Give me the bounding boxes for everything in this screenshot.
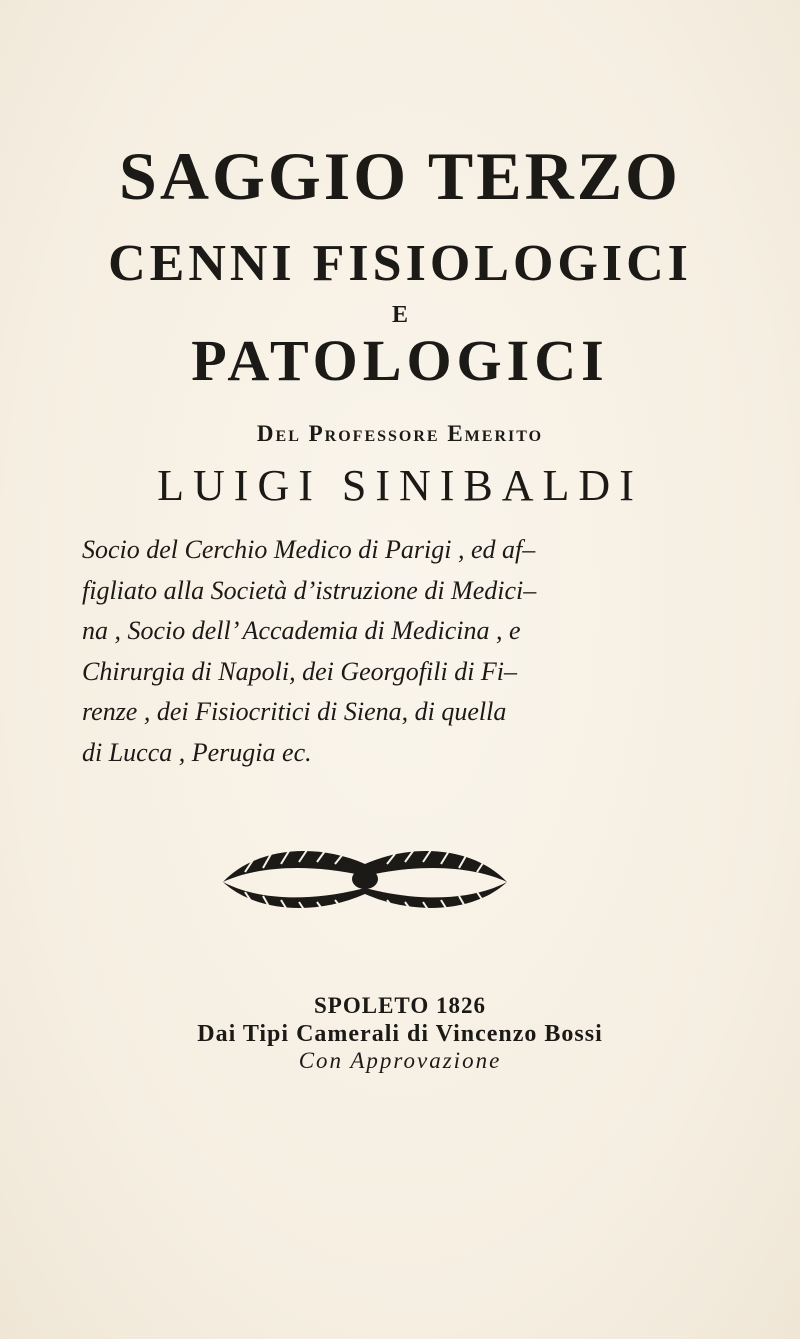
affiliation-line: na , Socio dell’ Accademia di Medicina , e — [82, 616, 521, 645]
title-line-1: SAGGIO TERZO — [119, 138, 681, 214]
title-line-3: PATOLOGICI — [191, 328, 609, 393]
author-name: LUIGI SINIBALDI — [157, 461, 643, 510]
imprint-place-year: SPOLETO 1826 — [314, 993, 486, 1018]
affiliation-line: di Lucca , Perugia ec. — [82, 737, 312, 767]
affiliation-line: Socio del Cerchio Medico di Parigi , ed af– — [82, 535, 536, 564]
affiliation-line: figliato alla Società d’istruzione di Medici– — [82, 575, 537, 605]
affiliations-paragraph — [82, 530, 707, 773]
title-line-2: CENNI FISIOLOGICI — [108, 235, 692, 292]
floral-ornament-icon — [215, 842, 515, 914]
author-prefix: Del Professore Emerito — [256, 421, 544, 446]
title-conjunction: E — [391, 302, 408, 328]
imprint-approval: Con Approvazione — [298, 1048, 502, 1073]
affiliation-line: renze , dei Fisiocritici di Siena, di quella — [82, 697, 507, 726]
imprint-printer: Dai Tipi Camerali di Vincenzo Bossi — [197, 1021, 603, 1047]
affiliation-line: Chirurgia di Napoli, dei Georgofili di Fi– — [82, 656, 518, 686]
